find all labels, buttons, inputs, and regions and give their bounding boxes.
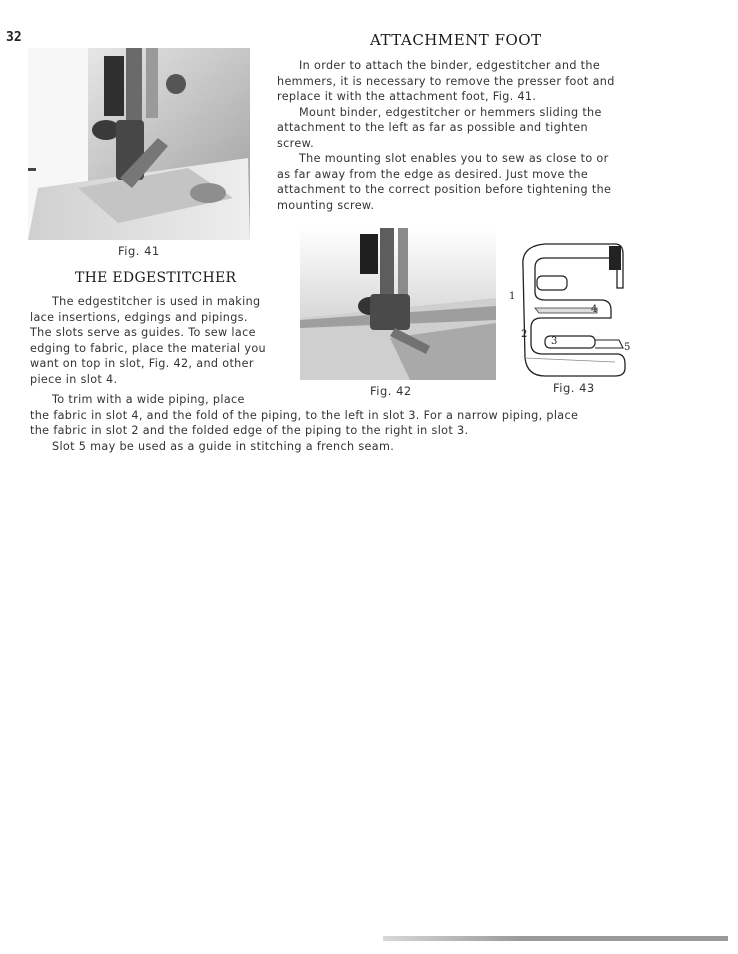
slot-label-4: 4 <box>591 304 598 315</box>
edgestitcher-line: The edgestitcher is used in making <box>52 295 261 308</box>
edgestitcher-line: lace insertions, edgings and pipings. <box>30 310 248 324</box>
attachment-line: attachment to the correct position before tightening the <box>277 183 612 196</box>
sewing-machine-foot-image <box>28 48 250 240</box>
edgestitcher-line: piece in slot 4. <box>30 372 118 386</box>
attachment-line: as far away from the edge as desired. Just move the <box>277 167 589 181</box>
section-heading: THE EDGESTITCHER <box>75 270 237 286</box>
edgestitcher-line: edging to fabric, place the material you <box>30 341 266 355</box>
attachment-line: attachment to the left as far as possible and tighten <box>277 121 588 134</box>
attachment-line: The mounting slot enables you to sew as close to or <box>299 152 609 165</box>
french-seam-line: Slot 5 may be used as a guide in stitching a french seam. <box>52 439 395 453</box>
page-title: ATTACHMENT FOOT <box>370 31 542 49</box>
slot-label-3: 3 <box>551 336 558 347</box>
fig41-caption: Fig. 41 <box>118 244 160 258</box>
edgestitcher-in-use-image <box>300 228 496 380</box>
attachment-line: In order to attach the binder, edgestitcher and the <box>299 59 601 72</box>
slot-label-1: 1 <box>509 291 516 302</box>
fig42-photo <box>300 228 496 380</box>
fig41-photo <box>28 48 250 240</box>
attachment-text-block <box>277 58 637 213</box>
edgestitcher-text-block <box>30 294 292 387</box>
trim-line: the fabric in slot 2 and the folded edge of the piping to the right in slot 3. <box>30 424 469 437</box>
fig42-caption: Fig. 42 <box>370 384 412 398</box>
slot-label-5: 5 <box>624 342 631 353</box>
edgestitcher-diagram <box>505 236 635 384</box>
attachment-line: hemmers, it is necessary to remove the presser foot and <box>277 74 615 88</box>
edgestitcher-line: want on top in slot, Fig. 42, and other <box>30 357 254 370</box>
slot-label-2: 2 <box>521 329 528 340</box>
attachment-line: screw. <box>277 136 314 150</box>
trim-line: the fabric in slot 4, and the fold of the piping, to the left in slot 3. For a narrow piping, place <box>30 408 579 422</box>
attachment-line: replace it with the attachment foot, Fig. 41. <box>277 90 537 103</box>
trim-text-block <box>30 392 670 454</box>
fig43-caption: Fig. 43 <box>553 381 595 395</box>
bottom-rule <box>383 936 728 941</box>
edgestitcher-line: The slots serve as guides. To sew lace <box>30 326 256 339</box>
trim-line: To trim with a wide piping, place <box>52 393 245 406</box>
fig43-diagram <box>505 236 635 384</box>
attachment-line: mounting screw. <box>277 198 375 212</box>
page-number: 32 <box>6 30 22 45</box>
attachment-line: Mount binder, edgestitcher or hemmers sliding the <box>299 105 602 119</box>
